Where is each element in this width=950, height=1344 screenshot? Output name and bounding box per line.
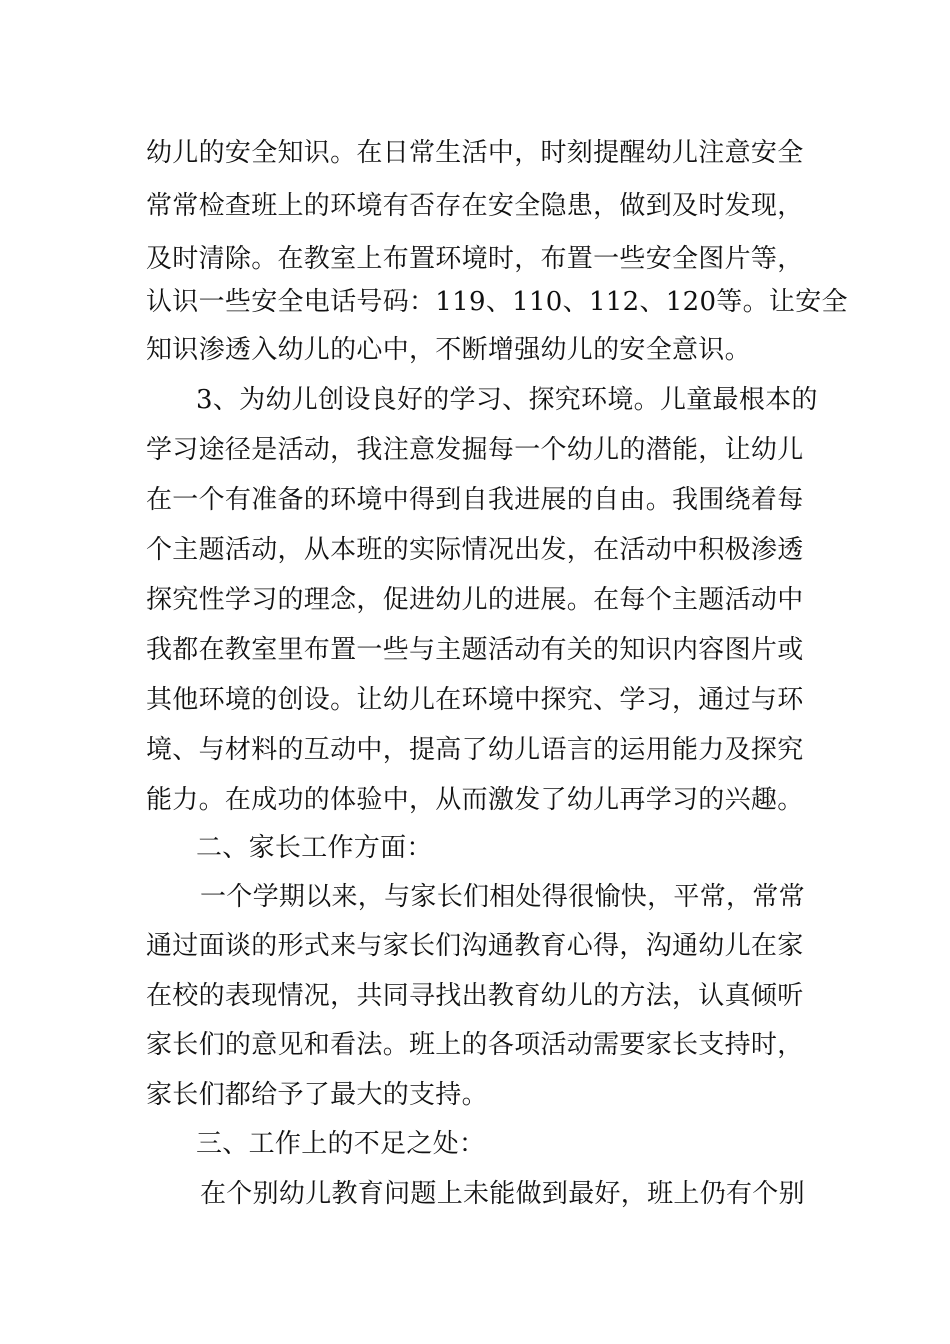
text-line: 学习途径是活动，我注意发掘每一个幼儿的潜能，让幼儿	[146, 435, 804, 465]
section-heading-parents: 二、家长工作方面：	[196, 833, 433, 863]
text-line: 认识一些安全电话号码：119、110、112、120等。让安全	[146, 287, 848, 317]
text-line: 家长们的意见和看法。班上的各项活动需要家长支持时，	[146, 1030, 804, 1060]
paragraph-heading-3: 3、为幼儿创设良好的学习、探究环境。儿童最根本的	[196, 385, 818, 415]
text-line: 其他环境的创设。让幼儿在环境中探究、学习，通过与环	[146, 685, 804, 715]
text-line: 在校的表现情况，共同寻找出教育幼儿的方法，认真倾听	[146, 981, 804, 1011]
section-heading-shortcomings: 三、工作上的不足之处：	[196, 1129, 486, 1159]
text-line: 知识渗透入幼儿的心中，不断增强幼儿的安全意识。	[146, 335, 751, 365]
text-line: 探究性学习的理念，促进幼儿的进展。在每个主题活动中	[146, 585, 804, 615]
text-line: 个主题活动，从本班的实际情况出发，在活动中积极渗透	[146, 535, 804, 565]
text-line: 家长们都给予了最大的支持。	[146, 1080, 488, 1110]
text-line: 在一个有准备的环境中得到自我进展的自由。我围绕着每	[146, 485, 804, 515]
text-line: 通过面谈的形式来与家长们沟通教育心得，沟通幼儿在家	[146, 931, 804, 961]
text-line: 能力。在成功的体验中，从而激发了幼儿再学习的兴趣。	[146, 785, 804, 815]
text-line: 幼儿的安全知识。在日常生活中，时刻提醒幼儿注意安全	[146, 138, 804, 168]
text-line: 境、与材料的互动中，提高了幼儿语言的运用能力及探究	[146, 735, 804, 765]
text-line: 常常检查班上的环境有否存在安全隐患，做到及时发现，	[146, 191, 804, 221]
text-line: 我都在教室里布置一些与主题活动有关的知识内容图片或	[146, 635, 804, 665]
text-line: 一个学期以来，与家长们相处得很愉快，平常，常常	[200, 882, 805, 912]
text-line: 及时清除。在教室上布置环境时，布置一些安全图片等，	[146, 244, 804, 274]
text-line: 在个别幼儿教育问题上未能做到最好，班上仍有个别	[200, 1179, 805, 1209]
